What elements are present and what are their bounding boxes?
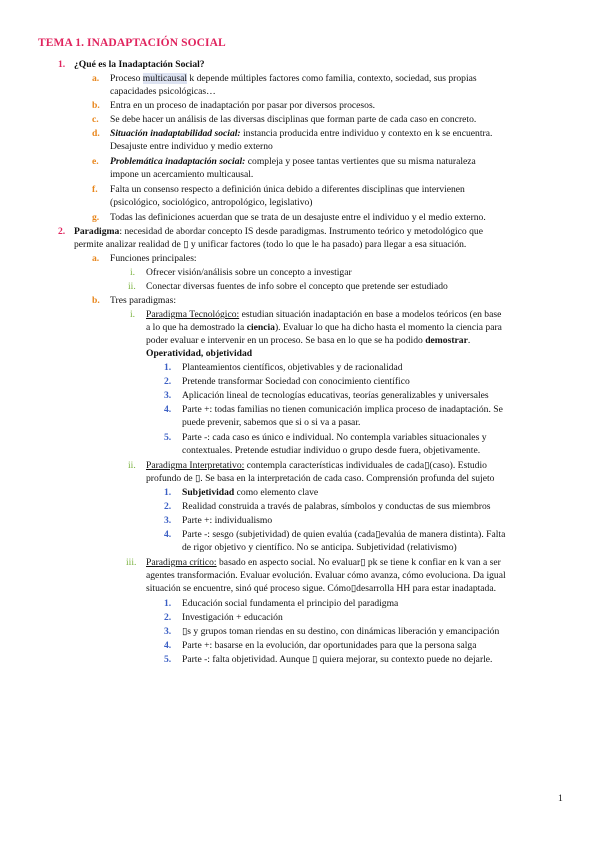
tec-l2-pre: a lo que ha demostrado la: [146, 322, 247, 333]
int-line-1: [146, 459, 487, 472]
int-item-3: Parte +: individualismo: [182, 515, 273, 526]
cri-title: Paradigma crítico:: [146, 557, 217, 568]
tec-item-1: Planteamientos científicos, objetivables y de racionalidad: [182, 362, 403, 373]
tec-line-4: Operatividad, objetividad: [146, 348, 253, 359]
item-f-letter: f.: [92, 184, 98, 195]
item-f-continuation: (psicológico, sociológico, antropológico, legislativo): [110, 197, 313, 208]
cri-rest: basado en aspecto social. No evaluar▯ pk se tiene k confiar en k van a ser: [216, 557, 501, 568]
tec-l2-post: ). Evaluar lo que ha dicho hasta el momento la ciencia para: [274, 322, 502, 333]
s2-a-i-text: Ofrecer visión/análisis sobre un concepto a investigar: [146, 267, 352, 278]
tec-line-1: [146, 308, 501, 321]
tec-item-4-cont: puede prevenir, sabemos que si o si va a pasar.: [182, 417, 361, 428]
item-a-pre: Proceso: [110, 73, 143, 84]
item-g-text: Todas las definiciones acuerdan que se trata de un desajuste entre el individuo y el medio externo.: [110, 212, 486, 223]
tec-title: Paradigma Tecnológico:: [146, 309, 240, 320]
cri-line-3: situación se encuentre, sinó qué proceso sigue. Cómo▯desarrolla HH para estar inadaptada.: [146, 583, 497, 594]
item-e-text: [110, 155, 476, 168]
cri-item-2: Investigación + educación: [182, 612, 283, 623]
item-b-text: Entra en un proceso de inadaptación por pasar por diversos procesos.: [110, 100, 376, 111]
tec-line-3: [146, 334, 470, 347]
int-item-2: Realidad construida a través de palabras, símbolos y conductas de sus miembros: [182, 501, 491, 512]
s2-a-ii-numeral: ii.: [128, 281, 136, 292]
highlight-multicausal: multicausal: [142, 73, 188, 84]
item-d-text: [110, 127, 492, 140]
int-numeral: ii.: [128, 460, 136, 471]
item-a-text: [110, 72, 477, 85]
s2-item-a-text: Funciones principales:: [110, 253, 197, 264]
tec-l3-pre: poder evaluar e intervenir en un proceso. Se basa en lo que se ha podido: [146, 335, 426, 346]
item-b-letter: b.: [92, 100, 100, 111]
section-1-heading: ¿Qué es la Inadaptación Social?: [74, 59, 205, 70]
tec-item-4: Parte +: todas familias no tienen comunicación implica proceso de inadaptación. Se: [182, 404, 503, 415]
section-1-number: 1.: [58, 59, 66, 70]
tec-numeral: i.: [130, 309, 136, 320]
int-title: Paradigma Interpretativo:: [146, 460, 245, 471]
tec-line-2: [146, 321, 502, 334]
int-item-4: Parte -: sesgo (subjetividad) de quien evalúa (cada▯evalúa de manera distinta). Falta: [182, 529, 506, 540]
cri-item-1: Educación social fundamenta el principio del paradigma: [182, 598, 399, 609]
int-item-1: [182, 486, 318, 499]
tec-rest: estudian situación inadaptación en base a modelos teóricos (en base: [239, 309, 502, 320]
int-item-2-num: 2.: [164, 501, 172, 512]
tec-l3-bold: demostrar: [425, 335, 468, 346]
cri-item-1-num: 1.: [164, 598, 172, 609]
item-c-text: Se debe hacer un análisis de las diversas disciplinas que forman parte de cada caso en concreto.: [110, 114, 477, 125]
item-d-letter: d.: [92, 128, 100, 139]
tec-item-2-num: 2.: [164, 376, 172, 387]
tec-l2-bold: ciencia: [246, 322, 275, 333]
cri-line-1: [146, 556, 501, 569]
cri-item-4-num: 4.: [164, 640, 172, 651]
int-item-1-num: 1.: [164, 487, 172, 498]
item-c-letter: c.: [92, 114, 99, 125]
section-2-bold: Paradigma: [74, 226, 120, 237]
item-f-text: Falta un consenso respecto a definición única debido a diferentes disciplinas que intervienen: [110, 184, 465, 195]
tec-item-4-num: 4.: [164, 404, 172, 415]
int-item-3-num: 3.: [164, 515, 172, 526]
cri-item-5: Parte -: falta objetividad. Aunque ▯ quiera mejorar, su contexto puede no dejarle.: [182, 654, 493, 665]
s2-item-a-letter: a.: [92, 253, 100, 264]
item-a-continuation: capacidades psicológicas…: [110, 86, 216, 97]
item-a-post: k depende múltiples factores como familia, contexto, sociedad, sus propias: [187, 73, 477, 84]
section-2-number: 2.: [58, 226, 66, 237]
tec-item-5: Parte -: cada caso es único e individual. No contempla variables situacionales y: [182, 432, 487, 443]
tec-item-3-num: 3.: [164, 390, 172, 401]
item-e-bold: Problemática inadaptación social:: [110, 156, 246, 167]
int-item-4-num: 4.: [164, 529, 172, 540]
page-title: TEMA 1. INADAPTACIÓN SOCIAL: [38, 37, 226, 49]
s2-item-b-text: Tres paradigmas:: [110, 295, 176, 306]
tec-item-3: Aplicación lineal de tecnologías educativas, teorías generalizables y universales: [182, 390, 489, 401]
cri-line-2: agentes transformación. Evaluar evolución. Evaluar cómo avanza, cómo evoluciona. Da igual: [146, 570, 506, 581]
cri-item-3-num: 3.: [164, 626, 172, 637]
cri-item-2-num: 2.: [164, 612, 172, 623]
int-item-1-bold: Subjetividad: [182, 487, 235, 498]
tec-item-2: Pretende transformar Sociedad con conocimiento científico: [182, 376, 410, 387]
item-e-continuation: impone un acercamiento multicausal.: [110, 169, 254, 180]
cri-item-4: Parte +: basarse en la evolución, dar oportunidades para que la persona salga: [182, 640, 477, 651]
int-rest: contempla características individuales de cada▯(caso). Estudio: [244, 460, 487, 471]
page-number: 1: [558, 793, 563, 804]
item-d-continuation: Desajuste entre individuo y medio externo: [110, 141, 273, 152]
s2-a-i-numeral: i.: [130, 267, 136, 278]
tec-item-1-num: 1.: [164, 362, 172, 373]
cri-item-5-num: 5.: [164, 654, 172, 665]
tec-item-5-cont: contextuales. Pretende estudiar individuo o grupo desde fuera, objetivamente.: [182, 445, 481, 456]
item-e-rest: compleja y posee tantas vertientes que su misma naturaleza: [245, 156, 476, 167]
item-a-letter: a.: [92, 73, 100, 84]
section-2-continuation: permite analizar realidad de ▯ y unificar factores (todo lo que le ha pasado) para llegar a esa situación.: [74, 239, 467, 250]
cri-item-3: ▯s y grupos toman riendas en su destino, con dinámicas liberación y emancipación: [182, 626, 500, 637]
tec-item-5-num: 5.: [164, 432, 172, 443]
s2-item-b-letter: b.: [92, 295, 100, 306]
item-d-bold: Situación inadaptabilidad social:: [110, 128, 241, 139]
item-g-letter: g.: [92, 212, 100, 223]
cri-numeral: iii.: [126, 557, 137, 568]
int-line-2: profundo de ▯. Se basa en la interpretación de cada caso. Comprensión profunda del sujeto: [146, 473, 495, 484]
int-item-4-cont: de rigor objetivo y científico. No se anticipa. Subjetividad (relativismo): [182, 542, 457, 553]
item-e-letter: e.: [92, 156, 99, 167]
tec-l3-post: .: [467, 335, 471, 346]
section-2-rest: : necesidad de abordar concepto IS desde paradigmas. Instrumento teórico y metodológico que: [119, 226, 483, 237]
s2-a-ii-text: Conectar diversas fuentes de info sobre el concepto que pretende ser estudiado: [146, 281, 448, 292]
item-d-rest: instancia producida entre individuo y contexto en k se encuentra.: [240, 128, 493, 139]
int-item-1-rest: como elemento clave: [234, 487, 319, 498]
section-2-text: [74, 225, 483, 238]
